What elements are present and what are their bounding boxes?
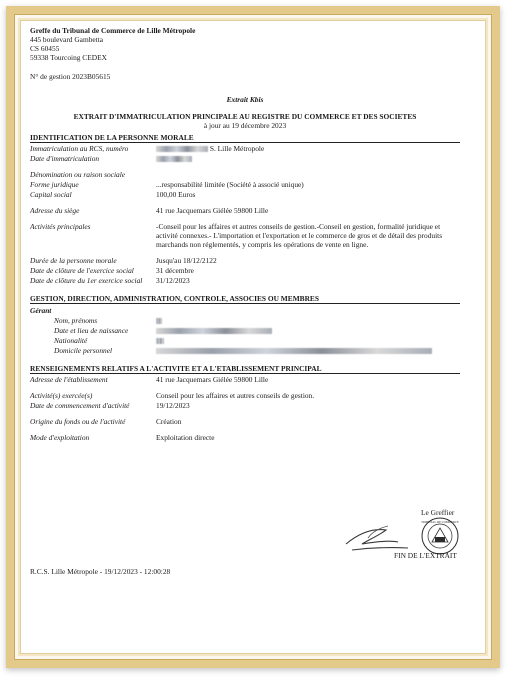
- document-date: à jour au 19 décembre 2023: [203, 121, 287, 130]
- nom-value: [156, 316, 460, 325]
- redacted-block: [156, 318, 162, 324]
- redacted-block: [156, 338, 164, 344]
- denomination-value: [156, 170, 460, 179]
- row-nom: [30, 316, 460, 325]
- activites-exercees-label: Activité(s) exercée(s): [30, 391, 93, 400]
- forme-label: Forme juridique: [30, 180, 79, 189]
- cloture-label: Date de clôture de l'exercice social: [30, 266, 134, 275]
- naissance-value: [156, 326, 460, 335]
- duree-value: Jusqu'au 18/12/2122: [156, 256, 217, 265]
- capital-value: 100,00 Euros: [156, 190, 196, 199]
- mode-label: Mode d'exploitation: [30, 433, 90, 442]
- duree-label: Durée de la personne morale: [30, 256, 117, 265]
- premier-cloture-label: Date de clôture du 1er exercice social: [30, 276, 143, 285]
- greffe-name: Greffe du Tribunal de Commerce de Lille Métropole: [30, 26, 196, 35]
- row-activites: [30, 222, 460, 249]
- nationalite-label: Nationalité: [54, 336, 88, 345]
- redacted-block: [156, 146, 208, 152]
- capital-label: Capital social: [30, 190, 72, 199]
- row-activites-exercees: [30, 391, 460, 400]
- origine-label: Origine du fonds ou de l'activité: [30, 417, 126, 426]
- row-capital: [30, 190, 460, 199]
- greffe-address-1: 445 boulevard Gambetta: [30, 35, 104, 44]
- naissance-label: Date et lieu de naissance: [54, 326, 129, 335]
- cloture-value: 31 décembre: [156, 266, 194, 275]
- signature-stroke-2: [368, 526, 388, 538]
- row-denomination: [30, 170, 460, 179]
- document-subtitle: Extrait Kbis: [226, 95, 264, 104]
- gestion-number: N° de gestion 2023B05615: [30, 72, 111, 81]
- forme-value: ...responsabilité limitée (Société à associé unique): [156, 180, 304, 189]
- signature-stroke: [346, 530, 408, 550]
- row-adresse-etab: [30, 375, 460, 384]
- row-commencement: [30, 401, 460, 410]
- nom-label: Nom, prénoms: [54, 316, 98, 325]
- greffe-address-3: 59338 Tourcoing CEDEX: [30, 53, 107, 62]
- row-mode: [30, 433, 460, 442]
- court-seal-icon: [421, 518, 459, 554]
- activites-value: -Conseil pour les affaires et autres conseils de gestion.-Conseil en gestion, formalité juridique et activité connexes.- L'importation et l'exportation et le commerce de gros et de détail des produits marchands non réglementés, y compris les opérations de vente en ligne.: [156, 222, 443, 249]
- date-immat-label: Date d'immatriculation: [30, 154, 100, 163]
- domicile-value: [156, 346, 460, 355]
- row-premier-cloture: [30, 276, 460, 285]
- redacted-block: [156, 328, 272, 334]
- rcs-footer: R.C.S. Lille Métropole - 19/12/2023 - 12:00:28: [30, 567, 171, 576]
- nationalite-value: [156, 336, 460, 345]
- section-gestion: GESTION, DIRECTION, ADMINISTRATION, CONTROLE, ASSOCIES OU MEMBRES: [30, 294, 460, 304]
- row-duree: [30, 256, 460, 265]
- origine-value: Création: [156, 417, 182, 426]
- premier-cloture-value: 31/12/2023: [156, 276, 190, 285]
- activites-exercees-value: Conseil pour les affaires et autres conseils de gestion.: [156, 391, 315, 400]
- activites-label: Activités principales: [30, 222, 91, 231]
- redacted-block: [156, 156, 192, 162]
- kbis-document: [30, 26, 460, 442]
- immatriculation-text: S. Lille Métropole: [209, 144, 265, 153]
- siege-value: 41 rue Jacquemars Giélée 59800 Lille: [156, 206, 269, 215]
- row-cloture: [30, 266, 460, 275]
- seal-text: TRIBUNAL DE COMMERCE: [421, 520, 459, 524]
- section-personne-morale: IDENTIFICATION DE LA PERSONNE MORALE: [30, 133, 460, 143]
- greffier-label: Le Greffier: [421, 508, 455, 517]
- redacted-block: [156, 348, 432, 354]
- document-title: EXTRAIT D'IMMATRICULATION PRINCIPALE AU REGISTRE DU COMMERCE ET DES SOCIETES: [73, 112, 417, 121]
- gerant-heading: Gérant: [30, 306, 52, 315]
- siege-label: Adresse du siège: [30, 206, 80, 215]
- greffe-address-2: CS 60455: [30, 44, 60, 53]
- mode-value: Exploitation directe: [156, 433, 215, 442]
- row-domicile: [30, 346, 460, 355]
- commencement-value: 19/12/2023: [156, 401, 190, 410]
- row-naissance: [30, 326, 460, 335]
- denomination-label: Dénomination ou raison sociale: [30, 170, 126, 179]
- row-date-immatriculation: [30, 154, 460, 163]
- adresse-etab-label: Adresse de l'établissement: [30, 375, 108, 384]
- domicile-label: Domicile personnel: [54, 346, 113, 355]
- fin-extrait: FIN DE L'EXTRAIT: [394, 551, 457, 560]
- row-forme: [30, 180, 460, 189]
- date-immat-value: [156, 154, 460, 163]
- commencement-label: Date de commencement d'activité: [30, 401, 130, 410]
- row-nationalite: [30, 336, 460, 345]
- adresse-etab-value: 41 rue Jacquemars Giélée 59800 Lille: [156, 375, 269, 384]
- row-origine: [30, 417, 460, 426]
- section-activite: RENSEIGNEMENTS RELATIFS A L'ACTIVITE ET A L'ETABLISSEMENT PRINCIPAL: [30, 364, 460, 374]
- row-siege: [30, 206, 460, 215]
- immatriculation-label: Immatriculation au RCS, numéro: [30, 144, 129, 153]
- row-immatriculation: [30, 144, 460, 153]
- immatriculation-value: [156, 144, 460, 153]
